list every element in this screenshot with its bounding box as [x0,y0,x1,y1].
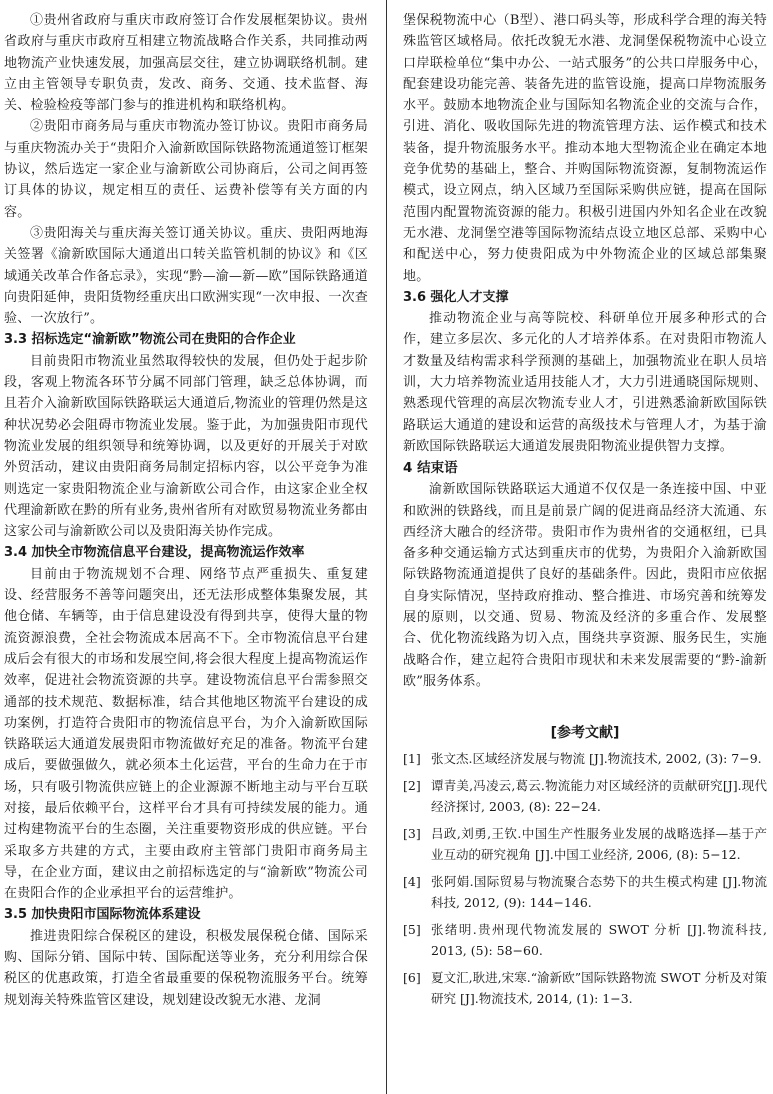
reference-text: 谭青美,冯凌云,葛云.物流能力对区域经济的贡献研究[J].现代经济探讨, 2003, (8): 22−24. [431,778,767,815]
reference-item [403,775,767,817]
references-list [403,748,767,1009]
body-paragraph: ①贵州省政府与重庆市政府签订合作发展框架协议。贵州省政府与重庆市政府互相建立物流战略合作关系，共同推动两地物流产业快速发展，加强高层交往，建立协调联络机制。建立由主管领导专职负责，发改、商务、交通、技术监督、海关、检验检疫等部门参与的推进机构和联络机构。 [4,13,368,114]
body-paragraph: 渝新欧国际铁路联运大通道不仅仅是一条连接中国、中亚和欧洲的铁路线，而且是前景广阔的促进商品经济大流通、东西经济大融合的经济带。贵阳市作为贵州省的交通枢纽，已具备多种交通运输方式达到重庆市的优势，为贵阳介入渝新欧国际铁路物流通道提供了良好的基础条件。因此，贵阳市应依据自身实际情况，坚持政府推动、整合推进、市场究善和统筹发展的原则，以交通、贸易、物流及经济的多重合作、发展整合、优化物流线路为切入点，围绕共享资源、服务民生，实施战略合作，建立起符合贵阳市现状和未来发展需要的“黔-渝新欧”服务体系。 [403,482,767,689]
section-heading: 3.4 加快全市物流信息平台建设，提高物流运作效率 [4,545,305,561]
reference-number: [4] [403,874,421,890]
left-column [4,10,368,1011]
reference-number: [6] [403,970,421,986]
reference-number: [3] [403,826,421,842]
reference-item [403,967,767,1009]
body-paragraph: 推进贵阳综合保税区的建设，积极发展保税仓储、国际采购、国际分销、国际中转、国际配送等业务，充分利用综合保税区的优惠政策，打造全省最重要的保税物流服务平台。统筹规划海关特殊监管区建设，规划建设改貌无水港、龙洞 [4,928,368,1008]
references-title: [参考文献] [550,725,620,742]
body-paragraph: 目前由于物流规划不合理、网络节点严重损失、重复建设、经营服务不善等问题突出，还无法形成整体集聚发展，其他仓储、车辆等，由于信息建设没有得到共享，使得大量的物流资源浪费，全社会物流成本居高不下。全市物流信息平台建成后会有很大的市场和发展空间,将会很大程度上提高物流运作效率，促进社会物流资源的共享。建设物流信息平台需参照交通部的技术规范、数据标准，结合其他地区物流平台建设的成功案例，打造符合贵阳市的物流信息平台，为介入渝新欧国际铁路联运大通道发展贵阳市物流做好充足的准备。物流平台建成后，要做强做久，就必须本土化运营，平台的生命力在于市场，只有吸引物流供应链上的企业源源不断地主动与平台互联对接，最后依赖平台，这样平台才具有可持续发展的能力。通过构建物流平台的生态圈，关注重要物资形成的供应链。平台采取多方共建的方式，主要由政府主管部门贵阳市商务局主导，在企业方面，建议由之前招标选定的与“渝新欧”物流公司在贵阳合作的企业承担平台的运营维护。 [4,566,368,902]
right-column-body [403,10,767,692]
section-heading: 3.6 强化人才支撑 [403,289,509,305]
reference-item [403,748,767,769]
reference-text: 吕政,刘勇,王钦.中国生产性服务业发展的战略选择—基于产业互动的研究视角 [J].中国工业经济, 2006, (8): 5−12. [431,826,767,863]
section-heading: 3.5 加快贵阳市国际物流体系建设 [4,907,201,923]
body-paragraph: ②贵阳市商务局与重庆市物流办签订协议。贵阳市商务局与重庆物流办关于“贵阳介入渝新欧国际铁路物流通道签订框架协议，然后选定一家企业与渝新欧公司协商后，公司之间再签订具体的协议，规定相互的责任、运费补偿等有关方面的内容。 [4,119,368,220]
reference-text: 夏文汇,耿进,宋寒.“渝新欧”国际铁路物流 SWOT 分析及对策研究 [J].物流技术, 2014, (1): 1−3. [431,970,767,1007]
reference-number: [5] [403,922,421,938]
reference-number: [2] [403,778,421,794]
reference-item [403,823,767,865]
reference-item [403,871,767,913]
reference-item [403,919,767,961]
body-paragraph: 堡保税物流中心（B型）、港口码头等，形成科学合理的海关特殊监管区域格局。依托改貌无水港、龙洞堡保税物流中心设立口岸联检单位“集中办公、一站式服务”的公共口岸服务中心，配套建设功能完善、装备先进的监管设施，提高口岸物流服务水平。鼓励本地物流企业与国际知名物流企业的交流与合作，引进、消化、吸收国际先进的物流管理方法、运作模式和技术装备，提升物流服务水平。推动本地大型物流企业在确定本地竞争优势的基础上，整合、并购国际物流资源，复制物流运作模式，设立网点，纳入区域乃至国际采购供应链，提高在国际范围内配置物流资源的能力。积极引进国内外知名企业在改貌无水港、龙洞堡空港等国际物流结点设立地区总部、采购中心和配送中心，努力使贵阳成为中外物流企业的区域总部集聚地。 [403,13,767,284]
column-divider [386,0,387,1094]
body-paragraph: ③贵阳海关与重庆海关签订通关协议。重庆、贵阳两地海关签署《渝新欧国际大通道出口转关监管机制的协议》和《区域通关改革合作备忘录》，实现“黔—渝—新—欧”国际铁路通道向贵阳延伸，贵阳货物经重庆出口欧洲实现“一次申报、一次查验、一次放行”。 [4,225,368,327]
reference-text: 张绪明.贵州现代物流发展的 SWOT 分析 [J].物流科技, 2013, (5): 58−60. [431,922,767,959]
reference-text: 张文杰.区域经济发展与物流 [J].物流技术, 2002, (3): 7−9. [431,751,762,767]
body-paragraph: 推动物流企业与高等院校、科研单位开展多种形式的合作，建立多层次、多元化的人才培养体系。在对贵阳市物流人才数量及结构需求科学预测的基础上，加强物流业在职人员培训，大力培养物流业适用技能人才，大力引进通晓国际规则、熟悉现代管理的高层次物流专业人才，引进熟悉渝新欧国际铁路联运大通道的建设和运营的高级技术与管理人才，为基于渝新欧国际铁路联运大通道发展贵阳物流业提供智力支撑。 [403,311,767,454]
reference-number: [1] [403,751,421,767]
section-heading: 3.3 招标选定“渝新欧”物流公司在贵阳的合作企业 [4,332,296,348]
reference-text: 张阿娟.国际贸易与物流聚合态势下的共生模式构建 [J].物流科技, 2012, (9): 144−146. [431,874,767,911]
right-column [403,10,767,1015]
body-paragraph: 目前贵阳市物流业虽然取得较快的发展，但仍处于起步阶段，客观上物流各环节分属不同部门管理，缺乏总体协调，而且若介入渝新欧国际铁路联运大通道后,物流业的管理仍然是这种状况势必会阻碍市物流业发展。鉴于此，为加强贵阳市现代物流业发展的组织领导和统筹协调，以及更好的开展关于对欧外贸活动，建议由贵阳商务局制定招标内容，以公平竞争为准则选定一家贵阳物流企业与渝新欧公司合作，由这家企业全权代理渝新欧在黔的所有业务,贵州省所有对欧贸易物流业务都由这家公司与渝新欧公司以及贵阳海关协作完成。 [4,353,368,540]
section-heading: 4 结束语 [403,460,458,477]
